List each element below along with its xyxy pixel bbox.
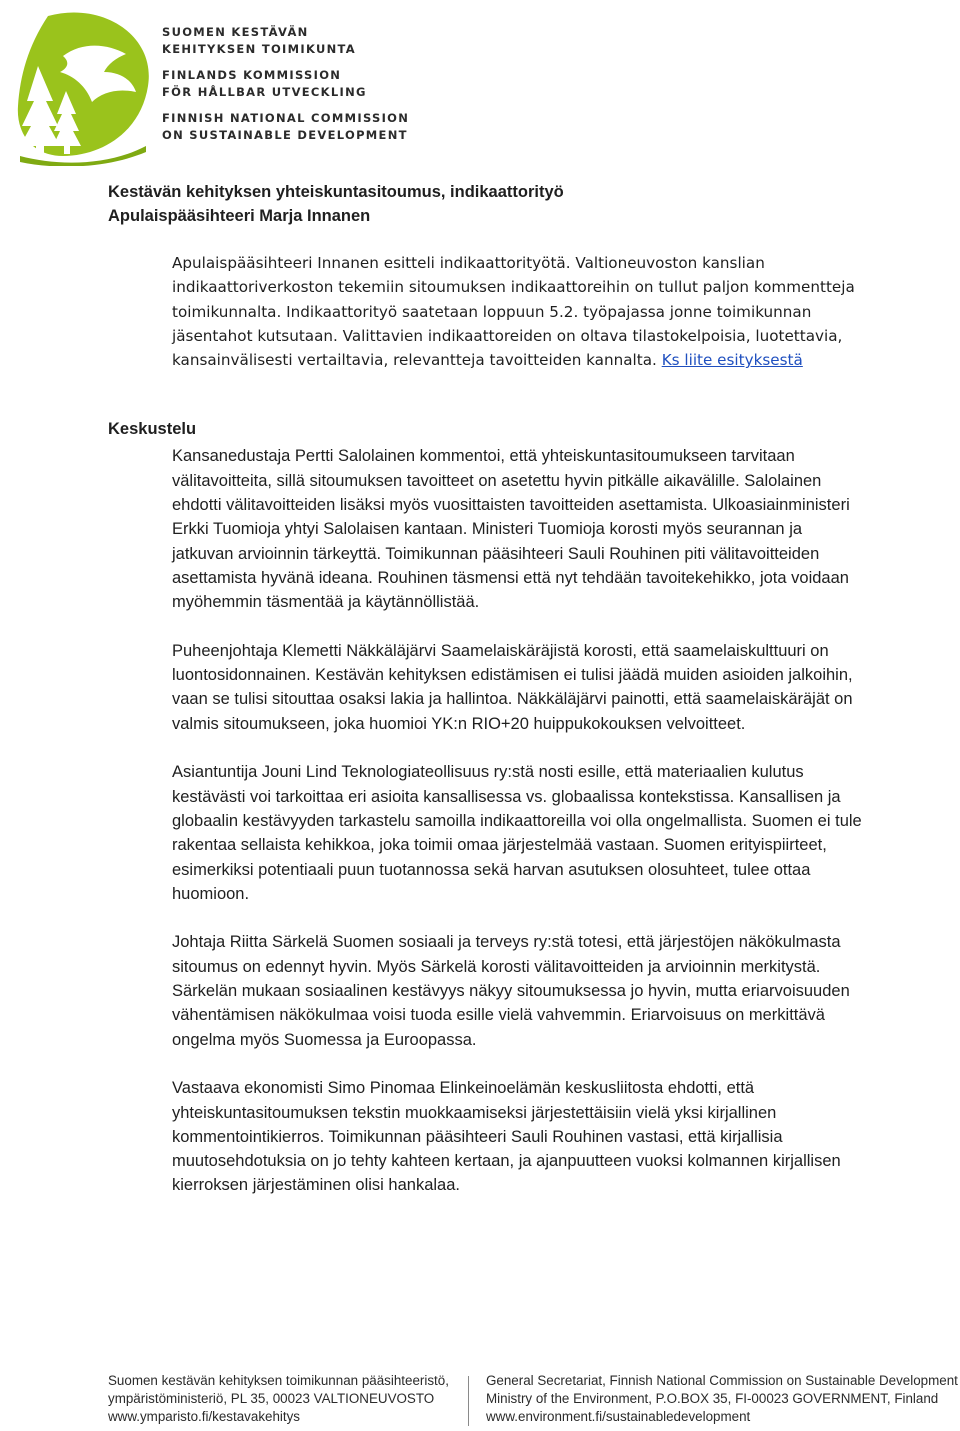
leaf-bird-tree-emblem-icon xyxy=(8,6,158,166)
footer-fi-line-2: ympäristöministeriö, PL 35, 00023 VALTIONEUVOSTO xyxy=(108,1391,435,1406)
footer-en-line-1: General Secretariat, Finnish National Commission on Sustainable Development xyxy=(486,1373,958,1388)
intro-text: Apulaispääsihteeri Innanen esitteli indikaattorityötä. Valtioneuvoston kanslian indikaattoriverkoston tekemiin sitoumuksen indikaattoreihin on tullut paljon kommentteja toimikunnalta. Indikaattorityö saatetaan loppuun 5.2. työpajassa jonne toimikunnan jäsentahot kutsutaan. Valittavien indikaattoreiden on oltava tilastokelpoisia, luotettavia, kansainvälisesti vertailtavia, relevantteja tavoitteiden kannalta. xyxy=(172,254,855,370)
section-label-discussion: Keskustelu xyxy=(108,420,197,438)
org-name-en-2: ON SUSTAINABLE DEVELOPMENT xyxy=(162,128,408,142)
org-name-fi-1: SUOMEN KESTÄVÄN xyxy=(162,25,309,39)
presentation-attachment-link[interactable]: Ks liite esityksestä xyxy=(661,351,803,370)
discussion-paragraph-2: Puheenjohtaja Klemetti Näkkäläjärvi Saamelaiskäräjistä korosti, että saamelaiskulttuuri on luontosidonnainen. Kestävän kehityksen edistämisen ei tulisi jäädä muiden asioiden jalkoihin, vaan se tulisi sitouttaa osaksi lakia ja hallintoa. Näkkäläjärvi painotti, että saamelaiskäräjät on valmis sitoumukseen, joka huomioi YK:n RIO+20 huippukokouksen velvoitteet. xyxy=(172,641,853,733)
organization-names xyxy=(162,24,409,144)
org-name-sv-2: FÖR HÅLLBAR UTVECKLING xyxy=(162,85,367,99)
footer-en-line-2: Ministry of the Environment, P.O.BOX 35, FI-00023 GOVERNMENT, Finland xyxy=(486,1391,939,1406)
document-body xyxy=(172,251,862,1198)
document-title xyxy=(108,180,564,228)
discussion-paragraph-4: Johtaja Riitta Särkelä Suomen sosiaali ja terveys ry:stä totesi, että järjestöjen näkökulmasta sitoumus on edennyt hyvin. Myös Särkelä korosti välitavoitteiden ja arvioinnin merkitystä. Särkelän mukaan sosiaalinen kestävyys näkyy sitoumuksessa jo hyvin, mutta eriarvoisuuden vähentämisen näkökulmaa voisi tuoda esille vielä vahvemmin. Eriarvoisuus on merkittävä ongelma myös Suomessa ja Euroopassa. xyxy=(172,933,850,1049)
commission-logo xyxy=(8,6,158,166)
discussion-paragraph-3: Asiantuntija Jouni Lind Teknologiateollisuus ry:stä nosti esille, että materiaalien kulutus kestävästi voi tarkoittaa eri asioita kansallisessa vs. globaalissa kontekstissa. Kansallisen ja globaalin kestävyyden tarkastelu samoilla indikaattoreilla voi olla ongelmallista. Suomen ei tule rakentaa sellaista kehikkoa, joka toimii omaa järjestelmää vastaan. Suomen erityispiirteet, esimerkiksi potentiaali puun tuotannossa sekä harvan asutuksen olosuhteet, tulee ottaa huomioon. xyxy=(172,763,862,903)
org-name-sv-1: FINLANDS KOMMISSION xyxy=(162,68,342,82)
footer-address-en xyxy=(486,1372,958,1426)
footer-en-website: www.environment.fi/sustainabledevelopment xyxy=(486,1409,751,1424)
org-name-fi-2: KEHITYKSEN TOIMIKUNTA xyxy=(162,42,356,56)
footer-address-fi xyxy=(108,1372,449,1426)
footer-fi-website: www.ymparisto.fi/kestavakehitys xyxy=(108,1409,300,1424)
title-line-2: Apulaispääsihteeri Marja Innanen xyxy=(108,207,371,225)
footer-divider xyxy=(468,1376,469,1426)
intro-paragraph xyxy=(172,251,862,372)
discussion-paragraph-1: Kansanedustaja Pertti Salolainen kommentoi, että yhteiskuntasitoumukseen tarvitaan välitavoitteita, sillä sitoumuksen tavoitteet on asetettu hyvin pitkälle aikavälille. Salolainen ehdotti välitavoitteiden lisäksi myös vuosittaisten tavoitteiden asettamista. Ulkoasiainministeri Erkki Tuomioja yhtyi Salolaisen kantaan. Ministeri Tuomioja korosti myös seurannan ja jatkuvan arvioinnin tärkeyttä. Toimikunnan pääsihteeri Sauli Rouhinen piti välitavoitteiden asettamista hyvänä ideana. Rouhinen täsmensi että nyt tehdään tavoitekehikko, jota voidaan myöhemmin täsmentää ja käytännöllistää. xyxy=(172,447,850,612)
org-name-en-1: FINNISH NATIONAL COMMISSION xyxy=(162,111,410,125)
discussion-paragraph-5: Vastaava ekonomisti Simo Pinomaa Elinkeinoelämän keskusliitosta ehdotti, että yhteiskuntasitoumuksen tekstin muokkaamiseksi järjestettäisiin vielä yksi kirjallinen kommentointikierros. Toimikunnan pääsihteeri Sauli Rouhinen vastasi, että kirjallisia muutosehdotuksia on jo tehty kahteen kertaan, ja ajanpuutteen vuoksi kolmannen kirjallisen kierroksen järjestäminen olisi hankalaa. xyxy=(172,1079,841,1195)
title-line-1: Kestävän kehityksen yhteiskuntasitoumus, indikaattorityö xyxy=(108,183,564,201)
footer-fi-line-1: Suomen kestävän kehityksen toimikunnan pääsihteeristö, xyxy=(108,1373,449,1388)
page-footer xyxy=(108,1372,958,1430)
